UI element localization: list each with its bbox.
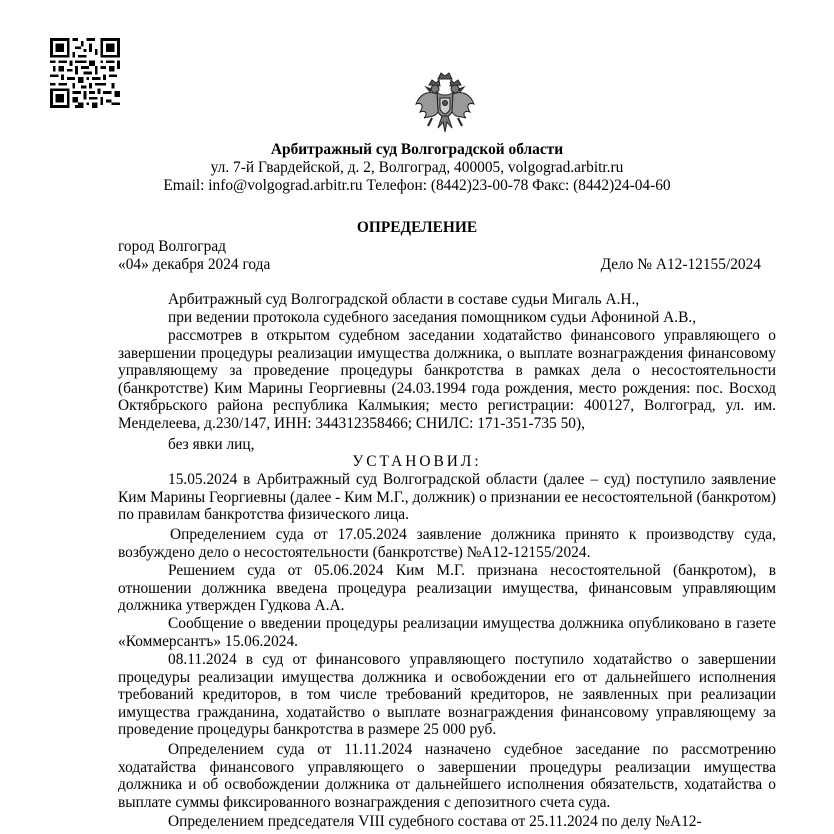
intro-paragraph: рассмотрев в открытом судебном заседании ходатайство финансового управляющего о завершении процедуры реализации имущества должника, о выплате вознаграждения финансовому управляющему за проведение процедуры банкротства в рамках дела о несостоятельности (банкротстве) Ким Марины Георгиевны (24.03.1994 года рождения, место рождения: пос. Восход Октябрьского района республика Калмыкия; место регистрации: 400127, Волгоград, ул. им. Менделеева, д.230/147, ИНН: 344312358466; СНИЛС: 171-351-735 50), [118, 327, 776, 432]
intro-paragraph: при ведении протокола судебного заседания помощником судьи Афониной А.В., [168, 309, 697, 326]
document-city: город Волгоград [118, 238, 226, 255]
body-paragraph: Решением суда от 05.06.2024 Ким М.Г. признана несостоятельной (банкротом), в отношении должника введена процедура реализации имущества, финансовым управляющим должника утвержден Гудкова А.А. [118, 562, 776, 615]
intro-paragraph: Арбитражный суд Волгоградской области в составе судьи Мигаль А.Н., [168, 291, 640, 308]
qr-code [50, 38, 120, 108]
document-date: «04» декабря 2024 года [118, 256, 271, 273]
coat-of-arms-icon [414, 70, 476, 138]
body-paragraph: Сообщение о введении процедуры реализации имущества должника опубликовано в газете «Коммерсантъ» 15.06.2024. [118, 615, 776, 650]
body-paragraph: Определением суда от 17.05.2024 заявление должника принято к производству суда, возбуждено дело о несостоятельности (банкротстве) №А12-12155/2024. [118, 526, 776, 561]
established-heading: УСТАНОВИЛ: [352, 453, 482, 470]
intro-paragraph: без явки лиц, [168, 436, 255, 453]
body-paragraph: Определением председателя VIII судебного состава от 25.11.2024 по делу №А12- [168, 813, 702, 830]
court-contacts: Email: info@volgograd.arbitr.ru Телефон: (8442)23-00-78 Факс: (8442)24-04-60 [163, 177, 671, 194]
body-paragraph: 15.05.2024 в Арбитражный суд Волгоградской области (далее – суд) поступило заявление Ким Марины Георгиевны (далее - Ким М.Г., должник) о признании ее несостоятельной (банкротом) по правилам банкротства физического лица. [118, 471, 776, 524]
case-number: Дело № А12-12155/2024 [600, 256, 761, 273]
document-title: ОПРЕДЕЛЕНИЕ [356, 219, 478, 236]
body-paragraph: Определением суда от 11.11.2024 назначено судебное заседание по рассмотрению ходатайства финансового управляющего о завершении процедуры реализации имущества должника и об освобождении должника от дальнейшего исполнения обязательств, ходатайства о выплате суммы фиксированного вознаграждения с депозитного счета суда. [118, 741, 776, 811]
court-address: ул. 7-й Гвардейской, д. 2, Волгоград, 400005, volgograd.arbitr.ru [210, 159, 624, 176]
body-paragraph: 08.11.2024 в суд от финансового управляющего поступило ходатайство о завершении процедуры реализации имущества должника и освобождении его от дальнейшего исполнения требований кредиторов, в том числе требований кредиторов, не заявленных при реализации имущества гражданина, ходатайство о выплате вознаграждения финансовому управляющему за проведение процедуры банкротства в размере 25 000 руб. [118, 651, 776, 739]
court-name: Арбитражный суд Волгоградской области [270, 141, 564, 158]
